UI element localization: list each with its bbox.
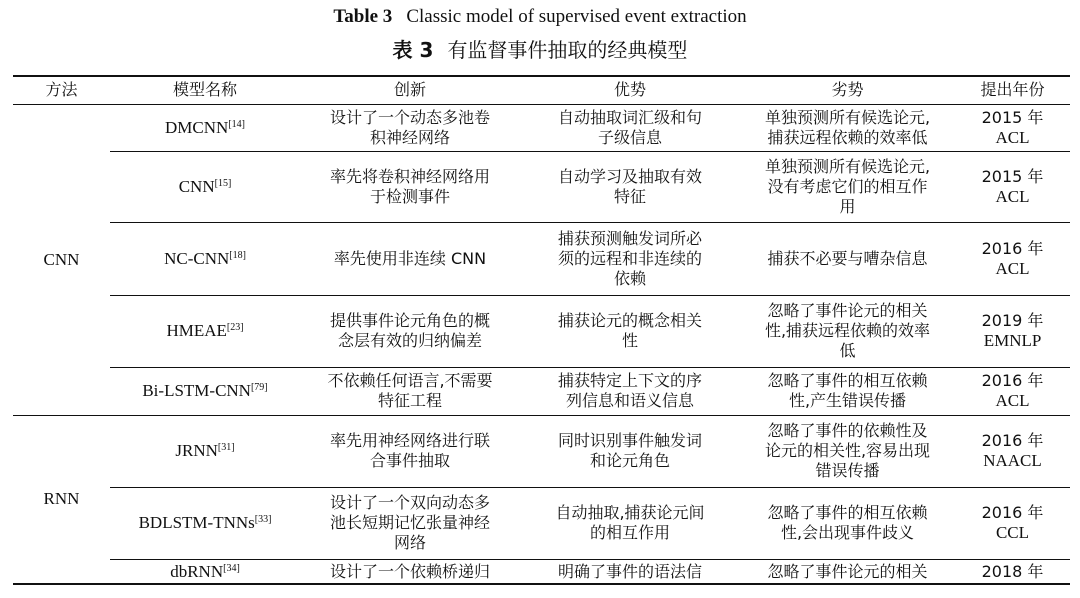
year-text: 2019 年 xyxy=(981,311,1044,330)
advantage-cell xyxy=(520,295,740,367)
model-name-cell xyxy=(110,151,300,222)
year-cell xyxy=(955,295,1070,367)
venue-text: CCL xyxy=(995,523,1030,542)
caption-zh-title: 有监督事件抽取的经典模型 xyxy=(447,38,688,62)
disadvantage-line: 捕获远程依赖的效率低 xyxy=(767,127,928,147)
advantage-line: 捕获预测触发词所必 xyxy=(557,228,702,248)
model-name xyxy=(166,321,243,341)
innovation-line: 念层有效的归纳偏差 xyxy=(337,331,482,350)
advantage-cell xyxy=(520,487,740,559)
year-cell xyxy=(955,222,1070,295)
citation-ref: [79] xyxy=(250,382,268,393)
model-name-cell xyxy=(110,104,300,151)
caption-zh-label: 表 3 xyxy=(392,38,434,62)
model-name-text: BDLSTM-TNNs xyxy=(138,513,255,532)
advantage-line: 自动抽取,捕获论元间 xyxy=(555,503,705,522)
innovation-line: 率先使用非连续 CNN xyxy=(333,248,487,268)
year-cell xyxy=(955,415,1070,487)
caption-en-title: Classic model of supervised event extraction xyxy=(406,6,747,27)
advantage-line: 子级信息 xyxy=(597,127,662,147)
citation-ref: [33] xyxy=(254,514,272,525)
year-cell xyxy=(955,487,1070,559)
innovation-cell xyxy=(300,487,520,559)
advantage-line: 的相互作用 xyxy=(589,523,670,542)
innovation-line: 设计了一个依赖桥递归 xyxy=(329,561,490,581)
caption-en-label: Table 3 xyxy=(333,6,393,27)
disadvantage-line: 忽略了事件的依赖性及 xyxy=(767,421,928,440)
header-model-name-label: 模型名称 xyxy=(172,80,237,99)
model-name-cell xyxy=(110,222,300,295)
venue-text: NAACL xyxy=(983,451,1042,470)
model-name-cell xyxy=(110,367,300,415)
header-model-name xyxy=(110,76,300,104)
model-name xyxy=(139,513,272,533)
advantage-line: 自动抽取词汇级和句 xyxy=(557,107,702,127)
disadvantage-line: 性,捕获远程依赖的效率 xyxy=(764,321,931,340)
advantage-line: 性 xyxy=(621,331,638,350)
model-name-text: Bi-LSTM-CNN xyxy=(142,381,251,400)
innovation-cell xyxy=(300,222,520,295)
header-advantage-label: 优势 xyxy=(613,80,646,99)
disadvantage-line: 没有考虑它们的相互作 xyxy=(767,176,928,196)
disadvantage-line: 用 xyxy=(839,196,856,216)
innovation-cell xyxy=(300,415,520,487)
advantage-cell xyxy=(520,367,740,415)
model-name-text: NC-CNN xyxy=(164,248,230,268)
year-cell xyxy=(955,104,1070,151)
innovation-line: 合事件抽取 xyxy=(369,451,450,470)
model-name-text: dbRNN xyxy=(170,561,224,581)
disadvantage-line: 性,会出现事件歧义 xyxy=(780,523,915,542)
model-name xyxy=(175,441,234,461)
method-label: CNN xyxy=(43,249,80,269)
innovation-cell xyxy=(300,559,520,584)
model-name-text: JRNN xyxy=(175,441,218,460)
innovation-line: 率先用神经网络进行联 xyxy=(329,431,490,450)
advantage-line: 捕获论元的概念相关 xyxy=(557,311,702,330)
model-name-text: DMCNN xyxy=(165,117,229,137)
header-year-label: 提出年份 xyxy=(980,80,1045,99)
citation-ref: [18] xyxy=(229,249,246,261)
innovation-cell xyxy=(300,295,520,367)
citation-ref: [23] xyxy=(226,322,244,333)
model-name-text: CNN xyxy=(178,176,215,196)
venue-text: EMNLP xyxy=(983,331,1042,350)
header-year xyxy=(955,76,1070,104)
advantage-line: 自动学习及抽取有效 xyxy=(557,166,702,186)
innovation-line: 率先将卷积神经网络用 xyxy=(329,166,490,186)
citation-ref: [15] xyxy=(214,177,232,189)
innovation-cell xyxy=(300,367,520,415)
header-innovation-label: 创新 xyxy=(393,80,426,99)
disadvantage-line: 论元的相关性,容易出现 xyxy=(764,441,931,460)
model-name-cell xyxy=(110,559,300,584)
disadvantage-cell xyxy=(740,559,955,584)
model-name xyxy=(179,177,232,197)
model-name xyxy=(142,381,267,401)
model-name xyxy=(165,118,245,138)
model-name xyxy=(170,562,240,582)
year-text: 2016 年 xyxy=(981,238,1044,258)
caption-en xyxy=(0,6,1080,28)
innovation-line: 于检测事件 xyxy=(369,186,450,206)
disadvantage-line: 性,产生错误传播 xyxy=(788,391,907,410)
advantage-cell xyxy=(520,104,740,151)
disadvantage-line: 错误传播 xyxy=(815,461,880,480)
citation-ref: [14] xyxy=(228,118,245,130)
year-cell xyxy=(955,151,1070,222)
advantage-cell xyxy=(520,151,740,222)
model-name-cell xyxy=(110,415,300,487)
venue-text: ACL xyxy=(995,186,1030,206)
venue-text: ACL xyxy=(995,127,1030,147)
advantage-line: 依赖 xyxy=(613,268,646,288)
advantage-line: 捕获特定上下文的序 xyxy=(557,371,702,390)
disadvantage-cell xyxy=(740,415,955,487)
disadvantage-line: 忽略了事件论元的相关 xyxy=(767,561,928,581)
year-text: 2015 年 xyxy=(981,166,1044,186)
citation-ref: [34] xyxy=(223,562,240,574)
innovation-line: 网络 xyxy=(393,533,426,552)
advantage-line: 和论元角色 xyxy=(589,451,670,470)
year-text: 2016 年 xyxy=(981,431,1044,450)
year-text: 2016 年 xyxy=(981,371,1044,390)
advantage-cell xyxy=(520,222,740,295)
advantage-line: 须的远程和非连续的 xyxy=(557,248,702,268)
disadvantage-cell xyxy=(740,151,955,222)
year-text: 2018 年 xyxy=(981,561,1044,581)
citation-ref: [31] xyxy=(217,442,235,453)
innovation-line: 积神经网络 xyxy=(369,127,450,147)
disadvantage-line: 低 xyxy=(839,341,856,360)
year-cell xyxy=(955,559,1070,584)
innovation-line: 设计了一个双向动态多 xyxy=(329,493,490,512)
disadvantage-line: 捕获不必要与嘈杂信息 xyxy=(767,248,928,268)
method-label: RNN xyxy=(43,489,80,508)
innovation-line: 池长短期记忆张量神经 xyxy=(329,513,490,532)
innovation-line: 提供事件论元角色的概 xyxy=(329,311,490,330)
venue-text: ACL xyxy=(995,258,1030,278)
header-innovation xyxy=(300,76,520,104)
innovation-cell xyxy=(300,104,520,151)
advantage-line: 同时识别事件触发词 xyxy=(557,431,702,450)
disadvantage-line: 单独预测所有候选论元, xyxy=(764,107,931,127)
year-text: 2016 年 xyxy=(981,503,1044,522)
venue-text: ACL xyxy=(995,391,1030,410)
advantage-cell xyxy=(520,559,740,584)
advantage-line: 明确了事件的语法信 xyxy=(557,561,702,581)
method-cell xyxy=(13,415,110,583)
advantage-cell xyxy=(520,415,740,487)
disadvantage-cell xyxy=(740,104,955,151)
disadvantage-cell xyxy=(740,367,955,415)
disadvantage-cell xyxy=(740,295,955,367)
model-name-cell xyxy=(110,295,300,367)
disadvantage-cell xyxy=(740,487,955,559)
innovation-line: 设计了一个动态多池卷 xyxy=(329,107,490,127)
header-method xyxy=(13,76,110,104)
disadvantage-cell xyxy=(740,222,955,295)
advantage-line: 列信息和语义信息 xyxy=(565,391,694,410)
header-disadvantage xyxy=(740,76,955,104)
innovation-line: 特征工程 xyxy=(377,391,442,410)
header-advantage xyxy=(520,76,740,104)
model-name-cell xyxy=(110,487,300,559)
model-name-text: HMEAE xyxy=(166,321,227,340)
year-cell xyxy=(955,367,1070,415)
header-method-label: 方法 xyxy=(45,80,78,99)
year-text: 2015 年 xyxy=(981,107,1044,127)
innovation-line: 不依赖任何语言,不需要 xyxy=(327,371,493,390)
disadvantage-line: 单独预测所有候选论元, xyxy=(764,156,931,176)
disadvantage-line: 忽略了事件的相互依赖 xyxy=(767,503,928,522)
caption-zh xyxy=(0,37,1080,63)
model-name xyxy=(164,249,246,269)
header-disadvantage-label: 劣势 xyxy=(831,80,864,99)
advantage-line: 特征 xyxy=(613,186,646,206)
innovation-cell xyxy=(300,151,520,222)
method-cell xyxy=(13,104,110,415)
disadvantage-line: 忽略了事件论元的相关 xyxy=(767,301,928,320)
disadvantage-line: 忽略了事件的相互依赖 xyxy=(767,371,928,390)
